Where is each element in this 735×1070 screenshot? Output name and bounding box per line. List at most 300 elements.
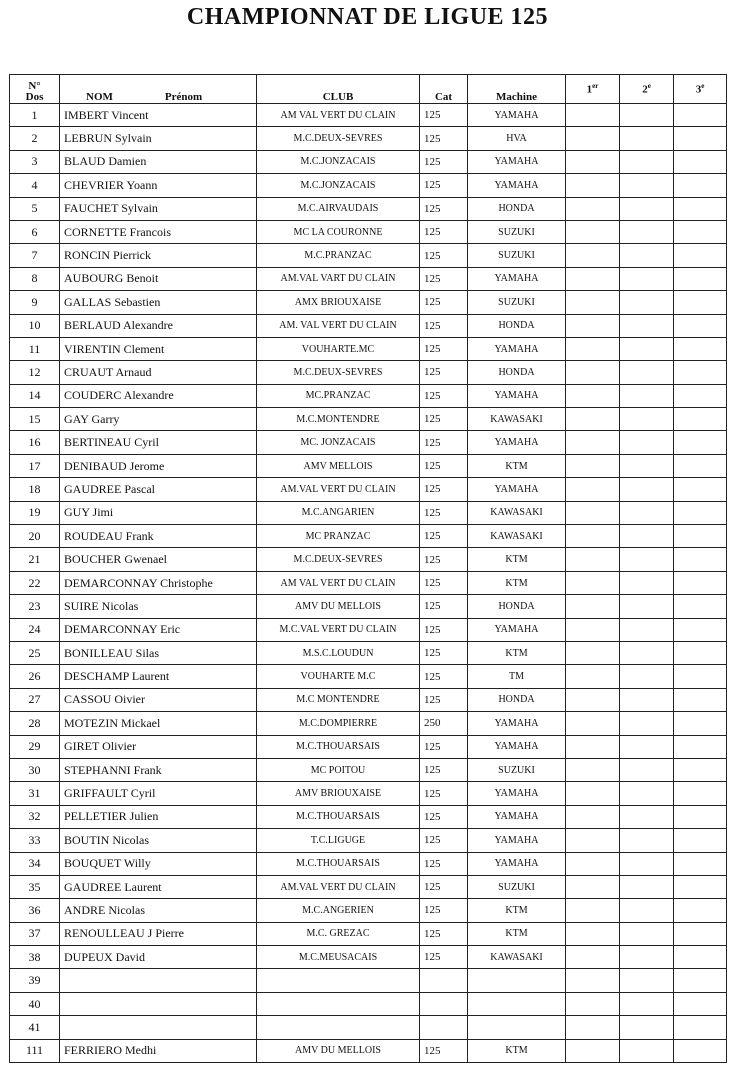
cell-name: LEBRUN Sylvain: [60, 127, 257, 150]
table-row: [10, 150, 727, 173]
cell-dos: 30: [10, 758, 60, 781]
cell-cat: 125: [420, 548, 468, 571]
header-rank-3: [674, 75, 727, 104]
cell-dos: 39: [10, 969, 60, 992]
cell-cat: 125: [420, 454, 468, 477]
table-row: [10, 875, 727, 898]
cell-dos: 33: [10, 829, 60, 852]
table-row: [10, 244, 727, 267]
cell-name: MOTEZIN Mickael: [60, 712, 257, 735]
cell-rank-3: [674, 618, 727, 641]
cell-name: BONILLEAU Silas: [60, 641, 257, 664]
table-row: [10, 127, 727, 150]
cell-rank-1: [566, 127, 620, 150]
table-row: [10, 665, 727, 688]
header-rank-1-sup: er: [592, 82, 599, 91]
cell-club: M.C.AIRVAUDAIS: [257, 197, 420, 220]
cell-cat: 125: [420, 571, 468, 594]
cell-dos: 8: [10, 267, 60, 290]
cell-name: BLAUD Damien: [60, 150, 257, 173]
cell-rank-2: [620, 922, 674, 945]
table-row: [10, 431, 727, 454]
cell-club: MC POITOU: [257, 758, 420, 781]
cell-cat: 125: [420, 688, 468, 711]
cell-name: DESCHAMP Laurent: [60, 665, 257, 688]
cell-name: AUBOURG Benoit: [60, 267, 257, 290]
cell-dos: 4: [10, 174, 60, 197]
cell-name: FAUCHET Sylvain: [60, 197, 257, 220]
cell-dos: 23: [10, 595, 60, 618]
cell-club: AM VAL VERT DU CLAIN: [257, 571, 420, 594]
cell-name: BOUTIN Nicolas: [60, 829, 257, 852]
cell-cat: 125: [420, 595, 468, 618]
cell-rank-2: [620, 875, 674, 898]
header-rank-3-sup: e: [701, 82, 705, 91]
header-rank-2-sup: e: [647, 82, 651, 91]
cell-name: GAUDREE Pascal: [60, 478, 257, 501]
cell-rank-2: [620, 314, 674, 337]
table-row: [10, 595, 727, 618]
cell-cat: 125: [420, 104, 468, 127]
cell-name: ANDRE Nicolas: [60, 899, 257, 922]
header-prenom: Prénom: [164, 91, 203, 103]
rider-table: [9, 74, 727, 1063]
table-row: [10, 758, 727, 781]
cell-name: RENOULLEAU J Pierre: [60, 922, 257, 945]
cell-rank-3: [674, 829, 727, 852]
cell-club: M.C.ANGERIEN: [257, 899, 420, 922]
cell-dos: 19: [10, 501, 60, 524]
cell-dos: 25: [10, 641, 60, 664]
header-cat: Cat: [420, 75, 468, 104]
header-nom: NOM: [86, 91, 113, 103]
cell-rank-2: [620, 688, 674, 711]
cell-rank-1: [566, 291, 620, 314]
cell-rank-3: [674, 478, 727, 501]
table-row: [10, 1039, 727, 1062]
cell-rank-2: [620, 735, 674, 758]
cell-cat: 125: [420, 875, 468, 898]
cell-machine: YAMAHA: [468, 174, 566, 197]
cell-machine: SUZUKI: [468, 244, 566, 267]
cell-rank-3: [674, 361, 727, 384]
cell-rank-2: [620, 595, 674, 618]
cell-rank-2: [620, 992, 674, 1015]
cell-machine: YAMAHA: [468, 735, 566, 758]
cell-rank-3: [674, 454, 727, 477]
cell-rank-1: [566, 782, 620, 805]
cell-club: AMV DU MELLOIS: [257, 1039, 420, 1062]
cell-rank-1: [566, 548, 620, 571]
cell-rank-2: [620, 150, 674, 173]
cell-rank-1: [566, 1039, 620, 1062]
table-row: [10, 688, 727, 711]
cell-name: GUY Jimi: [60, 501, 257, 524]
cell-rank-2: [620, 244, 674, 267]
cell-name: PELLETIER Julien: [60, 805, 257, 828]
cell-machine: YAMAHA: [468, 104, 566, 127]
table-row: [10, 969, 727, 992]
table-row: [10, 174, 727, 197]
cell-rank-2: [620, 782, 674, 805]
table-row: [10, 384, 727, 407]
cell-club: AM. VAL VERT DU CLAIN: [257, 314, 420, 337]
cell-rank-2: [620, 501, 674, 524]
cell-rank-3: [674, 431, 727, 454]
table-row: [10, 454, 727, 477]
cell-machine: KTM: [468, 1039, 566, 1062]
cell-name: SUIRE Nicolas: [60, 595, 257, 618]
cell-rank-2: [620, 197, 674, 220]
cell-club: AMX BRIOUXAISE: [257, 291, 420, 314]
cell-cat: 125: [420, 150, 468, 173]
table-row: [10, 525, 727, 548]
cell-rank-2: [620, 641, 674, 664]
cell-rank-2: [620, 571, 674, 594]
cell-club: AM.VAL VERT DU CLAIN: [257, 478, 420, 501]
cell-rank-1: [566, 384, 620, 407]
cell-name: FERRIERO Medhi: [60, 1039, 257, 1062]
cell-machine: TM: [468, 665, 566, 688]
cell-dos: 20: [10, 525, 60, 548]
cell-machine: [468, 969, 566, 992]
cell-club: MC LA COURONNE: [257, 220, 420, 243]
cell-rank-1: [566, 1016, 620, 1039]
cell-name: BERTINEAU Cyril: [60, 431, 257, 454]
cell-cat: 125: [420, 922, 468, 945]
table-row: [10, 782, 727, 805]
cell-rank-2: [620, 548, 674, 571]
cell-dos: 37: [10, 922, 60, 945]
table-row: [10, 571, 727, 594]
table-row: [10, 852, 727, 875]
cell-rank-1: [566, 314, 620, 337]
cell-rank-3: [674, 127, 727, 150]
cell-cat: 125: [420, 899, 468, 922]
cell-cat: 125: [420, 758, 468, 781]
cell-rank-1: [566, 501, 620, 524]
cell-rank-2: [620, 805, 674, 828]
cell-dos: 6: [10, 220, 60, 243]
cell-club: M.C MONTENDRE: [257, 688, 420, 711]
cell-machine: YAMAHA: [468, 431, 566, 454]
cell-rank-2: [620, 104, 674, 127]
cell-rank-3: [674, 1039, 727, 1062]
cell-club: [257, 969, 420, 992]
cell-dos: 18: [10, 478, 60, 501]
cell-rank-1: [566, 220, 620, 243]
table-row: [10, 104, 727, 127]
table-row: [10, 478, 727, 501]
cell-dos: 41: [10, 1016, 60, 1039]
cell-rank-3: [674, 992, 727, 1015]
table-row: [10, 501, 727, 524]
cell-machine: HONDA: [468, 688, 566, 711]
cell-cat: 125: [420, 291, 468, 314]
cell-rank-1: [566, 197, 620, 220]
cell-rank-1: [566, 595, 620, 618]
cell-rank-2: [620, 361, 674, 384]
cell-dos: 38: [10, 946, 60, 969]
cell-club: M.C.PRANZAC: [257, 244, 420, 267]
cell-rank-2: [620, 946, 674, 969]
table-row: [10, 641, 727, 664]
cell-rank-3: [674, 946, 727, 969]
cell-name: GRIFFAULT Cyril: [60, 782, 257, 805]
cell-cat: 125: [420, 829, 468, 852]
cell-club: AM.VAL VART DU CLAIN: [257, 267, 420, 290]
table-row: [10, 314, 727, 337]
cell-machine: SUZUKI: [468, 291, 566, 314]
cell-machine: KTM: [468, 548, 566, 571]
cell-machine: HONDA: [468, 595, 566, 618]
table-row: [10, 618, 727, 641]
header-name: [60, 75, 257, 104]
cell-rank-1: [566, 571, 620, 594]
cell-rank-3: [674, 548, 727, 571]
cell-rank-2: [620, 408, 674, 431]
table-row: [10, 267, 727, 290]
cell-machine: YAMAHA: [468, 384, 566, 407]
cell-rank-3: [674, 1016, 727, 1039]
cell-machine: KTM: [468, 571, 566, 594]
cell-club: M.C.DEUX-SEVRES: [257, 127, 420, 150]
cell-club: M.C.MONTENDRE: [257, 408, 420, 431]
cell-club: AMV DU MELLOIS: [257, 595, 420, 618]
cell-dos: 3: [10, 150, 60, 173]
cell-cat: [420, 969, 468, 992]
cell-rank-1: [566, 244, 620, 267]
cell-rank-3: [674, 104, 727, 127]
cell-rank-3: [674, 969, 727, 992]
cell-dos: 32: [10, 805, 60, 828]
cell-machine: KAWASAKI: [468, 501, 566, 524]
cell-dos: 35: [10, 875, 60, 898]
cell-rank-3: [674, 712, 727, 735]
cell-rank-3: [674, 384, 727, 407]
cell-cat: 125: [420, 431, 468, 454]
cell-club: M.C.DOMPIERRE: [257, 712, 420, 735]
header-rank-1: [566, 75, 620, 104]
cell-rank-2: [620, 525, 674, 548]
cell-dos: 34: [10, 852, 60, 875]
cell-name: RONCIN Pierrick: [60, 244, 257, 267]
cell-club: AM.VAL VERT DU CLAIN: [257, 875, 420, 898]
cell-rank-3: [674, 244, 727, 267]
cell-rank-3: [674, 501, 727, 524]
cell-machine: KAWASAKI: [468, 946, 566, 969]
cell-machine: YAMAHA: [468, 478, 566, 501]
cell-name: [60, 1016, 257, 1039]
cell-rank-1: [566, 104, 620, 127]
cell-club: [257, 992, 420, 1015]
cell-club: M.C.DEUX-SEVRES: [257, 548, 420, 571]
cell-name: CRUAUT Arnaud: [60, 361, 257, 384]
cell-club: T.C.LIGUGE: [257, 829, 420, 852]
cell-name: CORNETTE Francois: [60, 220, 257, 243]
cell-rank-2: [620, 1039, 674, 1062]
cell-cat: 125: [420, 525, 468, 548]
cell-dos: 10: [10, 314, 60, 337]
cell-machine: HONDA: [468, 361, 566, 384]
cell-cat: 125: [420, 361, 468, 384]
cell-cat: 125: [420, 501, 468, 524]
cell-rank-1: [566, 688, 620, 711]
table-row: [10, 922, 727, 945]
table-row: [10, 337, 727, 360]
cell-rank-3: [674, 291, 727, 314]
cell-name: VIRENTIN Clement: [60, 337, 257, 360]
cell-club: AMV BRIOUXAISE: [257, 782, 420, 805]
cell-dos: 36: [10, 899, 60, 922]
table-row: [10, 361, 727, 384]
cell-rank-1: [566, 735, 620, 758]
header-rank-1-num: 1: [586, 83, 593, 96]
cell-dos: 26: [10, 665, 60, 688]
cell-dos: 11: [10, 337, 60, 360]
cell-name: [60, 992, 257, 1015]
cell-dos: 15: [10, 408, 60, 431]
cell-rank-3: [674, 758, 727, 781]
cell-name: COUDERC Alexandre: [60, 384, 257, 407]
cell-club: M.C.MEUSACAIS: [257, 946, 420, 969]
cell-club: VOUHARTE.MC: [257, 337, 420, 360]
cell-cat: 125: [420, 174, 468, 197]
cell-machine: YAMAHA: [468, 150, 566, 173]
cell-rank-2: [620, 712, 674, 735]
cell-machine: KTM: [468, 641, 566, 664]
cell-rank-2: [620, 220, 674, 243]
cell-cat: 125: [420, 314, 468, 337]
cell-name: BOUQUET Willy: [60, 852, 257, 875]
cell-rank-1: [566, 875, 620, 898]
cell-rank-2: [620, 267, 674, 290]
table-row: [10, 291, 727, 314]
cell-club: MC.PRANZAC: [257, 384, 420, 407]
cell-name: GAUDREE Laurent: [60, 875, 257, 898]
table-row: [10, 829, 727, 852]
table-row: [10, 899, 727, 922]
cell-machine: KTM: [468, 922, 566, 945]
cell-rank-1: [566, 758, 620, 781]
cell-machine: YAMAHA: [468, 782, 566, 805]
table-row: [10, 548, 727, 571]
cell-machine: [468, 992, 566, 1015]
cell-machine: SUZUKI: [468, 220, 566, 243]
cell-rank-2: [620, 618, 674, 641]
cell-rank-3: [674, 782, 727, 805]
cell-rank-1: [566, 852, 620, 875]
table-row: [10, 946, 727, 969]
cell-rank-3: [674, 150, 727, 173]
cell-machine: YAMAHA: [468, 852, 566, 875]
cell-rank-1: [566, 150, 620, 173]
cell-cat: 125: [420, 384, 468, 407]
cell-rank-2: [620, 454, 674, 477]
cell-cat: [420, 1016, 468, 1039]
cell-rank-2: [620, 969, 674, 992]
table-row: [10, 712, 727, 735]
cell-machine: YAMAHA: [468, 829, 566, 852]
cell-rank-1: [566, 174, 620, 197]
cell-name: DEMARCONNAY Christophe: [60, 571, 257, 594]
cell-club: MC PRANZAC: [257, 525, 420, 548]
cell-rank-1: [566, 478, 620, 501]
table-row: [10, 992, 727, 1015]
cell-club: M.S.C.LOUDUN: [257, 641, 420, 664]
header-rank-3-num: 3: [695, 83, 702, 96]
cell-club: MC. JONZACAIS: [257, 431, 420, 454]
cell-name: DUPEUX David: [60, 946, 257, 969]
cell-machine: HVA: [468, 127, 566, 150]
cell-dos: 111: [10, 1039, 60, 1062]
cell-name: ROUDEAU Frank: [60, 525, 257, 548]
cell-rank-2: [620, 384, 674, 407]
cell-club: AMV MELLOIS: [257, 454, 420, 477]
cell-rank-2: [620, 829, 674, 852]
cell-rank-1: [566, 665, 620, 688]
cell-cat: 125: [420, 782, 468, 805]
cell-name: CHEVRIER Yoann: [60, 174, 257, 197]
cell-rank-1: [566, 899, 620, 922]
cell-dos: 7: [10, 244, 60, 267]
cell-rank-1: [566, 408, 620, 431]
cell-rank-3: [674, 922, 727, 945]
cell-club: M.C.THOUARSAIS: [257, 852, 420, 875]
cell-rank-2: [620, 478, 674, 501]
header-rank-2: [620, 75, 674, 104]
cell-rank-1: [566, 992, 620, 1015]
cell-dos: 28: [10, 712, 60, 735]
table-row: [10, 1016, 727, 1039]
cell-cat: 250: [420, 712, 468, 735]
cell-rank-2: [620, 174, 674, 197]
cell-rank-2: [620, 665, 674, 688]
cell-machine: HONDA: [468, 197, 566, 220]
cell-rank-3: [674, 525, 727, 548]
cell-machine: YAMAHA: [468, 337, 566, 360]
cell-rank-1: [566, 829, 620, 852]
cell-rank-3: [674, 220, 727, 243]
cell-rank-3: [674, 314, 727, 337]
cell-rank-1: [566, 805, 620, 828]
cell-dos: 14: [10, 384, 60, 407]
cell-dos: 17: [10, 454, 60, 477]
table-row: [10, 197, 727, 220]
cell-club: [257, 1016, 420, 1039]
cell-machine: YAMAHA: [468, 805, 566, 828]
table-header-row: [10, 75, 727, 104]
cell-cat: 125: [420, 127, 468, 150]
cell-rank-3: [674, 875, 727, 898]
cell-cat: 125: [420, 408, 468, 431]
cell-rank-2: [620, 431, 674, 454]
cell-club: M.C.JONZACAIS: [257, 174, 420, 197]
cell-dos: 9: [10, 291, 60, 314]
cell-rank-2: [620, 899, 674, 922]
cell-dos: 2: [10, 127, 60, 150]
cell-club: M.C.JONZACAIS: [257, 150, 420, 173]
cell-rank-1: [566, 431, 620, 454]
header-rank-2-num: 2: [642, 83, 648, 96]
cell-club: M.C.ANGARIEN: [257, 501, 420, 524]
cell-name: GIRET Olivier: [60, 735, 257, 758]
cell-name: STEPHANNI Frank: [60, 758, 257, 781]
cell-rank-3: [674, 899, 727, 922]
cell-club: M.C. GREZAC: [257, 922, 420, 945]
cell-cat: 125: [420, 665, 468, 688]
cell-rank-2: [620, 1016, 674, 1039]
